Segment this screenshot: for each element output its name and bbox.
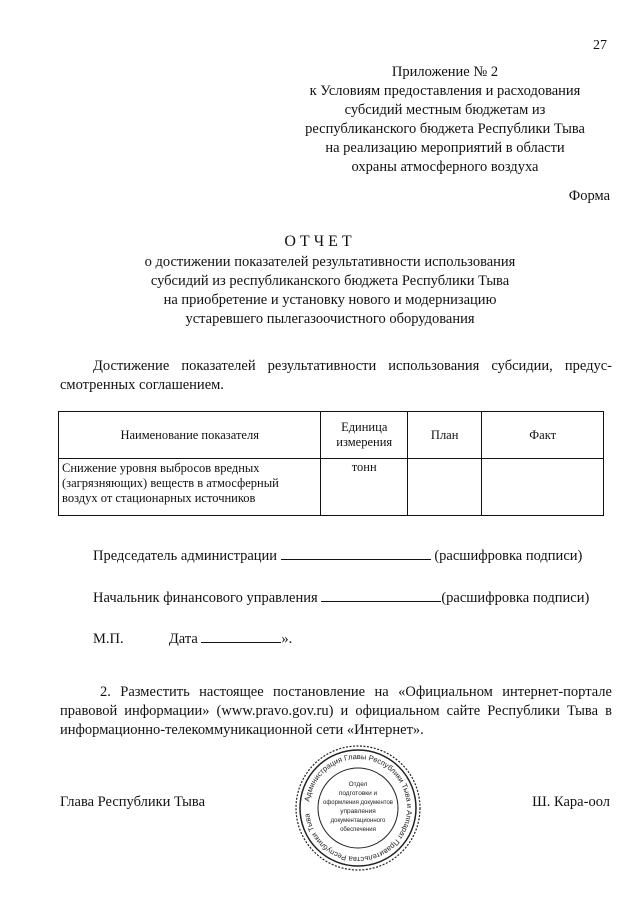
seal-center-line: документационного: [330, 818, 386, 824]
official-seal-icon: [294, 744, 422, 872]
seal-ring-text: Администрация Главы Республики Тыва и Аппарат Правительства Республики Тыва: [302, 751, 415, 865]
finance-label: Начальник финансового управления: [93, 590, 318, 606]
date-blank: [201, 628, 281, 643]
word: субсидии,: [491, 358, 553, 374]
word: 2.: [100, 684, 111, 700]
header-plan: План: [408, 412, 482, 459]
intro-paragraph: [60, 357, 612, 395]
page-number: 27: [593, 38, 607, 53]
appendix-line: субсидий местным бюджетам из: [344, 102, 546, 118]
word: Республики: [487, 703, 560, 719]
seal-center-line: управления: [340, 808, 376, 815]
subtitle-line: субсидий из республиканского бюджета Республики Тыва: [150, 273, 510, 289]
table-row: [59, 459, 604, 516]
report-title: ОТЧЕТ: [284, 233, 356, 250]
word: и: [340, 703, 349, 719]
stamp-date-line: [93, 628, 292, 648]
word: на: [374, 684, 389, 700]
word: Разместить: [120, 684, 190, 700]
header-fact: Факт: [482, 412, 604, 459]
subtitle-line: устаревшего пылегазоочистного оборудования: [185, 311, 475, 327]
head-name: Ш. Кара-оол: [532, 794, 610, 810]
date-label: Дата: [168, 631, 198, 647]
word: настоящее: [199, 684, 264, 700]
word: официальном: [355, 703, 440, 719]
word: Тыва: [567, 703, 599, 719]
appendix-line: к Условиям предоставления и расходования: [309, 83, 581, 99]
seal-center-line: подготовки и: [338, 790, 378, 797]
seal-center-line: обеспечения: [340, 827, 376, 833]
form-label: Форма: [568, 188, 610, 204]
subtitle-line: о достижении показателей результативности использования: [144, 254, 516, 270]
word: интернет-портале: [502, 684, 612, 700]
word: предус-: [564, 358, 612, 374]
date-suffix: ».: [281, 631, 293, 647]
word: использования: [388, 358, 480, 374]
word: сайте: [446, 703, 481, 719]
appendix-line: Приложение № 2: [391, 64, 499, 80]
seal-center-line: Отдел: [348, 781, 368, 788]
point2-line-1: [60, 683, 612, 702]
appendix-line: республиканского бюджета Республики Тыва: [305, 121, 585, 137]
point2-line-2: [60, 702, 612, 721]
chairman-suffix: (расшифровка подписи): [434, 548, 583, 564]
report-subtitle: [60, 253, 600, 329]
finance-suffix: (расшифровка подписи): [441, 590, 590, 606]
word: Достижение: [93, 358, 170, 374]
word: постановление: [273, 684, 366, 700]
word: результативности: [267, 358, 377, 374]
cell-plan: [408, 459, 482, 516]
cell-unit: тонн: [321, 459, 408, 516]
subtitle-line: на приобретение и установку нового и модернизацию: [163, 292, 497, 308]
finance-signature-blank: [321, 587, 441, 602]
header-indicator-name: Наименование показателя: [59, 412, 321, 459]
cell-fact: [482, 459, 604, 516]
seal-center-line: оформления документов: [323, 800, 393, 806]
chairman-label: Председатель администрации: [93, 548, 278, 564]
word: правовой: [60, 703, 118, 719]
intro-line-2: смотренных соглашением.: [60, 377, 224, 393]
table-header-row: [59, 412, 604, 459]
point2-line-3: информационно-телекоммуникационной сети «Интернет».: [60, 722, 424, 738]
appendix-line: охраны атмосферного воздуха: [351, 159, 539, 175]
mp-label: М.П.: [93, 631, 124, 647]
intro-line-1: [60, 357, 612, 376]
chairman-signature-blank: [281, 545, 431, 560]
chairman-signature-line: [93, 545, 582, 565]
indicators-table: [58, 411, 604, 516]
appendix-line: на реализацию мероприятий в области: [325, 140, 565, 156]
word: «Официальном: [398, 684, 493, 700]
cell-indicator-name: Снижение уровня выбросов вредных (загрязняющих) веществ в атмосферный воздух от стационарных источников: [59, 459, 321, 516]
word: показателей: [181, 358, 256, 374]
head-title: Глава Республики Тыва: [60, 794, 206, 810]
point-2-paragraph: [60, 683, 612, 740]
finance-signature-line: [93, 587, 589, 607]
word: информации»: [124, 703, 210, 719]
header-unit: Единица измерения: [321, 412, 408, 459]
word: (www.pravo.gov.ru): [216, 703, 334, 719]
appendix-header: [270, 63, 620, 177]
word: в: [605, 703, 612, 719]
